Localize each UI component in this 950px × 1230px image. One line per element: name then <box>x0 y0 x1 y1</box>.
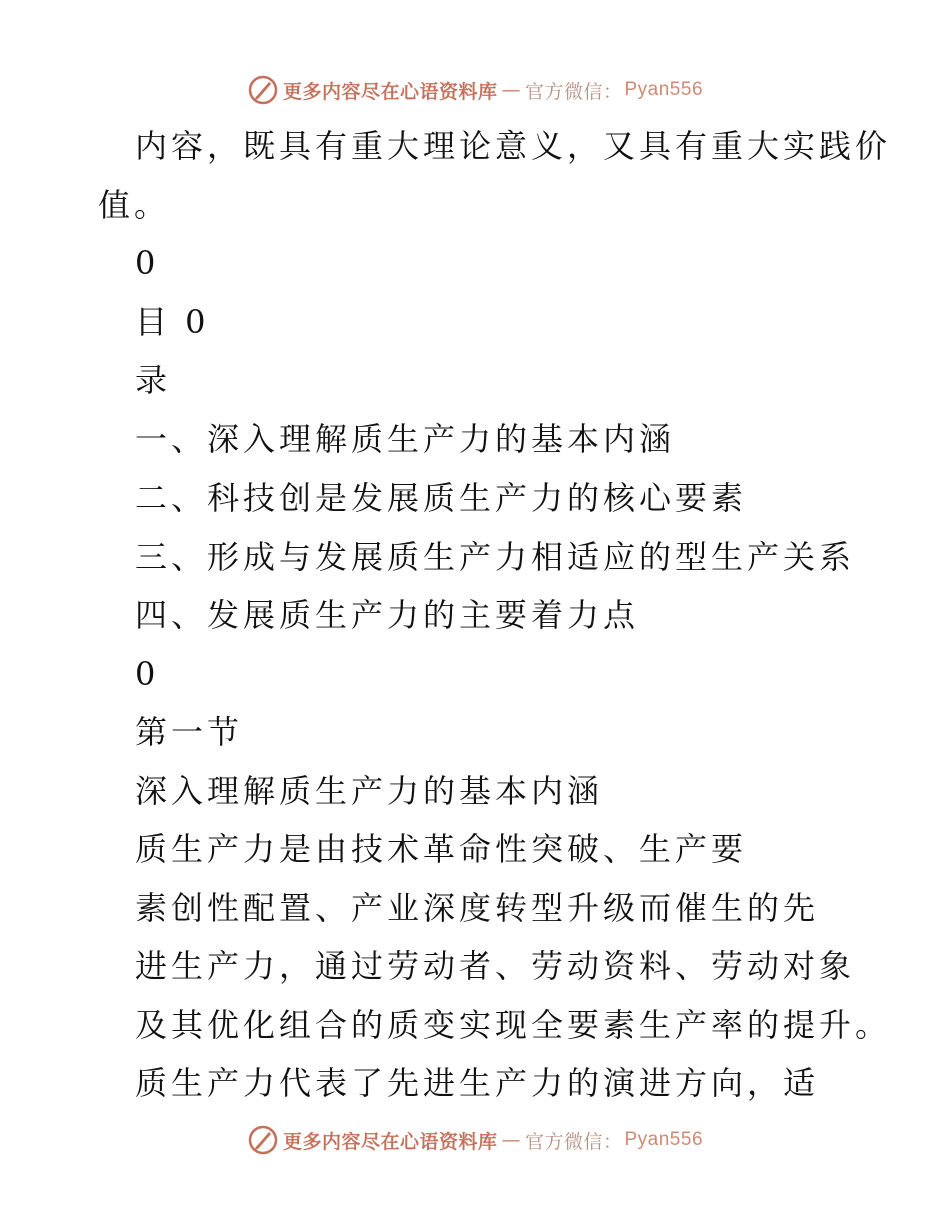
quill-logo-icon <box>247 1124 279 1156</box>
paragraph-line: 素创性配置、产业深度转型升级而催生的先 <box>135 889 820 927</box>
toc-item: 二、科技创是发展质生产力的核心要素 <box>135 479 748 517</box>
watermark-wechat-id: Pyan556 <box>624 1129 704 1150</box>
section-title: 深入理解质生产力的基本内涵 <box>135 772 604 810</box>
watermark-subtext: 官方微信： <box>524 1130 623 1153</box>
section-heading: 第一节 <box>135 713 244 751</box>
text-line: 录 <box>135 361 172 399</box>
watermark-dash: — <box>501 79 521 101</box>
paragraph-line: 及其优化组合的质变实现全要素生产率的提升。 <box>135 1006 892 1044</box>
paragraph-line: 质生产力是由技术革命性突破、生产要 <box>135 830 748 868</box>
watermark-wechat-id: Pyan556 <box>624 79 704 100</box>
watermark-text: 更多内容尽在心语资料库 <box>282 1130 498 1153</box>
watermark-subtext: 官方微信： <box>524 80 623 103</box>
footer-watermark <box>0 1120 950 1160</box>
text-line: 值。 <box>98 186 171 224</box>
toc-item: 四、发展质生产力的主要着力点 <box>135 596 640 634</box>
toc-item: 三、形成与发展质生产力相适应的型生产关系 <box>135 538 856 576</box>
paragraph-line: 进生产力，通过劳动者、劳动资料、劳动对象 <box>135 947 856 985</box>
paragraph-line: 质生产力代表了先进生产力的演进方向，适 <box>135 1064 820 1102</box>
text-line: 目 0 <box>135 303 210 341</box>
watermark-dash: — <box>501 1129 521 1151</box>
text-line: 0 <box>135 655 160 693</box>
watermark-text: 更多内容尽在心语资料库 <box>282 80 498 103</box>
text-line: 0 <box>135 244 160 282</box>
toc-item: 一、深入理解质生产力的基本内涵 <box>135 420 676 458</box>
text-line: 内容，既具有重大理论意义，又具有重大实践价 <box>135 127 892 165</box>
